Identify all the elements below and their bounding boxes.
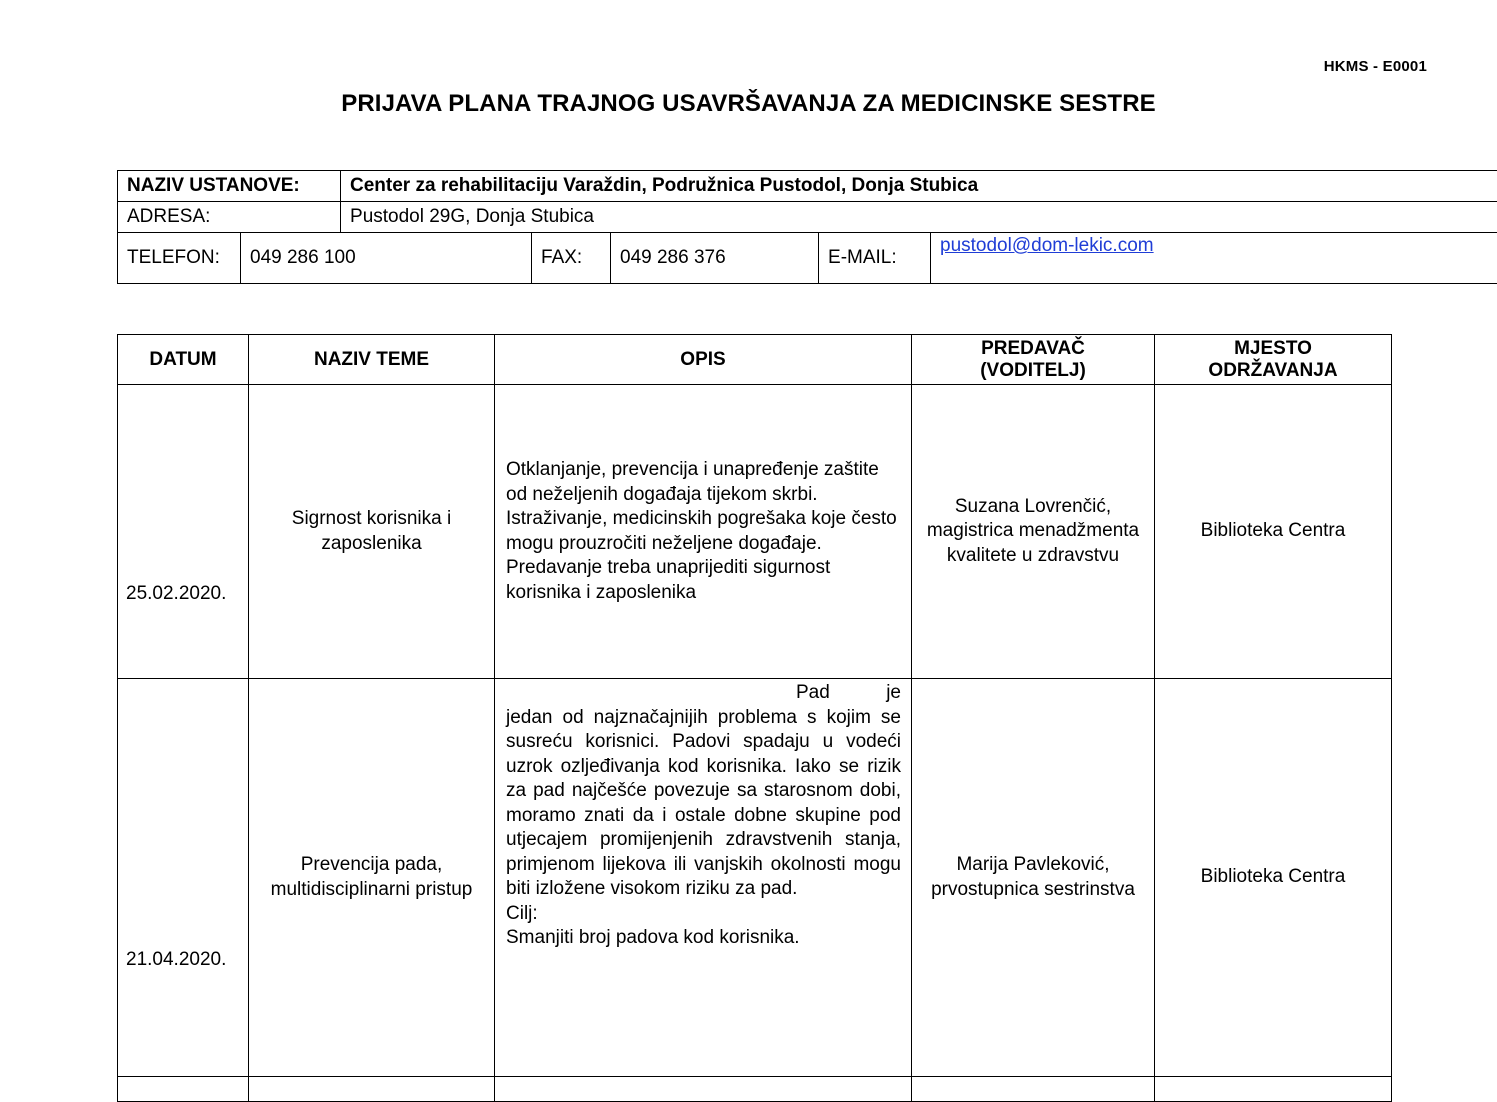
header-lecturer-line2: (VODITELJ) <box>912 360 1154 382</box>
row-lecturer: Marija Pavleković, prvostupnica sestrinstva <box>912 679 1155 1077</box>
row-description <box>495 679 912 1077</box>
description-line: Predavanje treba unaprijediti sigurnost korisnika i zaposlenika <box>506 556 901 605</box>
row-location: Biblioteka Centra <box>1155 679 1392 1077</box>
document-title: PRIJAVA PLANA TRAJNOG USAVRŠAVANJA ZA MEDICINSKE SESTRE <box>0 90 1497 118</box>
header-lecturer <box>912 335 1155 385</box>
institution-address-row <box>118 202 1497 233</box>
institution-name-row <box>118 171 1497 202</box>
header-lecturer-line1: PREDAVAČ <box>912 338 1154 360</box>
header-location-line1: MJESTO <box>1155 338 1391 360</box>
row-location: Biblioteka Centra <box>1155 385 1392 679</box>
row-lecturer: Suzana Lovrenčić, magistrica menadžmenta kvalitete u zdravstvu <box>912 385 1155 679</box>
table-row <box>118 385 1392 679</box>
description-line: Istraživanje, medicinskih pogrešaka koje često mogu prouzročiti neželjene događaje. <box>506 507 901 556</box>
description-line: Otklanjanje, prevencija i unapređenje zaštite od neželjenih događaja tijekom skrbi. <box>506 458 901 507</box>
empty-cell <box>118 1077 249 1102</box>
institution-name-label: NAZIV USTANOVE: <box>118 171 341 202</box>
document-code: HKMS - E0001 <box>1324 58 1427 75</box>
address-label: ADRESA: <box>118 202 341 233</box>
fax-label: FAX: <box>532 233 611 284</box>
empty-cell <box>912 1077 1155 1102</box>
row-description <box>495 385 912 679</box>
row-date: 21.04.2020. <box>118 679 249 1077</box>
empty-cell <box>495 1077 912 1102</box>
description-first-line <box>506 681 901 706</box>
row-topic: Sigrnost korisnika i zaposlenika <box>249 385 495 679</box>
institution-table <box>117 170 1497 284</box>
fax-value: 049 286 376 <box>611 233 819 284</box>
email-link[interactable]: pustodol@dom-lekic.com <box>940 235 1154 256</box>
description-body: jedan od najznačajnijih problema s kojim se susreću korisnici. Padovi spadaju u vodeći uzrok ozljeđivanja kod korisnika. Iako se rizik za pad najčešće povezuje sa starosnom dobi, moramo znati da i ostale dobne skupine pod utjecajem promijenjenih zdravstvenih stanja, primjenom lijekova ili vanjskih okolnosti mogu biti izložene visokom riziku za pad. <box>506 706 901 902</box>
row-date: 25.02.2020. <box>118 385 249 679</box>
header-date: DATUM <box>118 335 249 385</box>
description-first-text: Pad je <box>796 681 901 706</box>
phone-label: TELEFON: <box>118 233 241 284</box>
table-row <box>118 679 1392 1077</box>
address-value: Pustodol 29G, Donja Stubica <box>341 202 1497 233</box>
header-description: OPIS <box>495 335 912 385</box>
header-topic: NAZIV TEME <box>249 335 495 385</box>
row-topic: Prevencija pada, multidisciplinarni pristup <box>249 679 495 1077</box>
empty-cell <box>249 1077 495 1102</box>
email-cell <box>931 233 1497 284</box>
header-location-line2: ODRŽAVANJA <box>1155 360 1391 382</box>
table-row-empty <box>118 1077 1392 1102</box>
institution-contact-row <box>118 233 1497 284</box>
email-label: E-MAIL: <box>819 233 931 284</box>
phone-value: 049 286 100 <box>241 233 532 284</box>
header-location <box>1155 335 1392 385</box>
description-goal-label: Cilj: <box>506 902 901 927</box>
plan-table <box>117 334 1392 1102</box>
empty-cell <box>1155 1077 1392 1102</box>
description-goal: Smanjiti broj padova kod korisnika. <box>506 926 901 951</box>
institution-name-value: Center za rehabilitaciju Varaždin, Podružnica Pustodol, Donja Stubica <box>341 171 1497 202</box>
plan-header-row <box>118 335 1392 385</box>
